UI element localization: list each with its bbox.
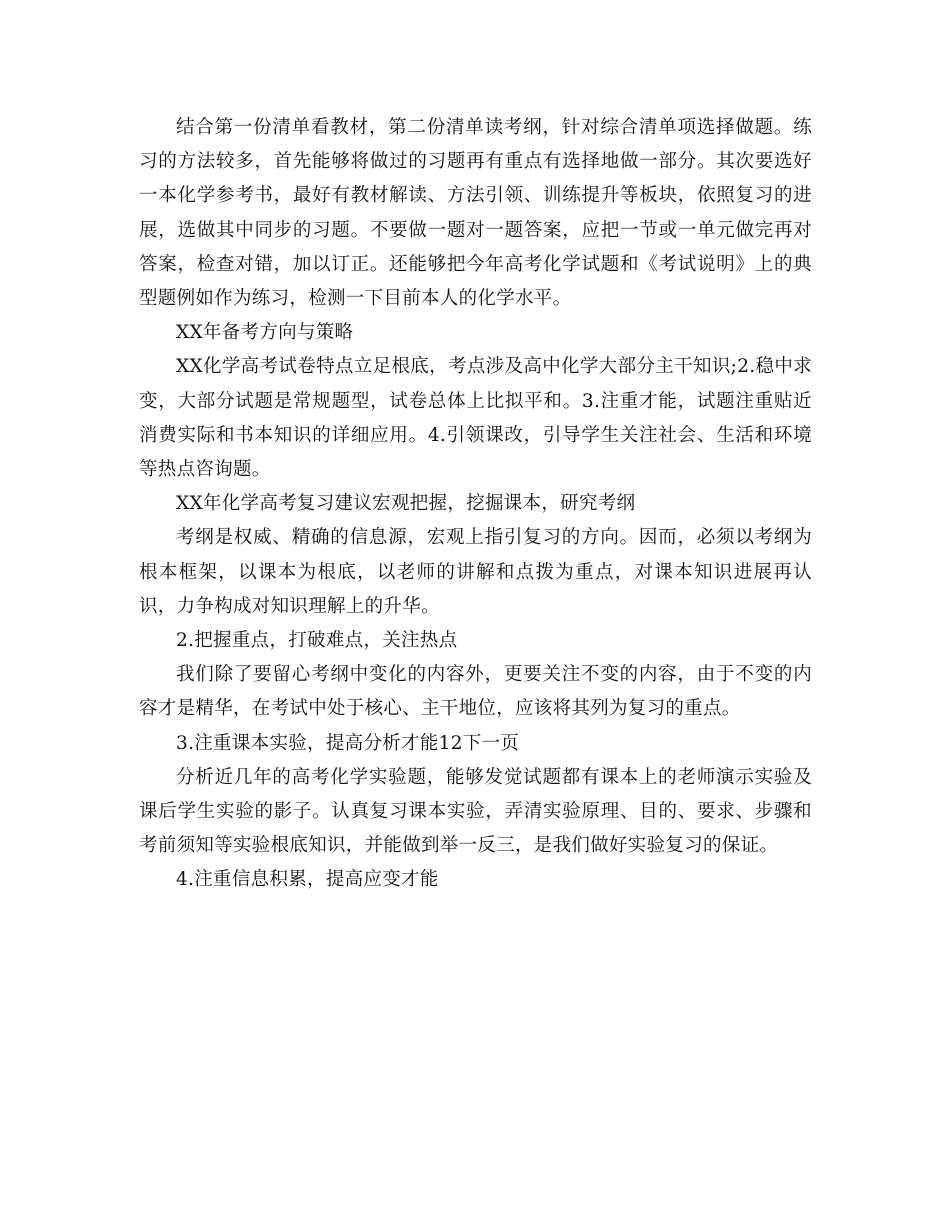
heading-direction-strategy: XX年备考方向与策略 (176, 322, 354, 344)
heading-review-advice: XX年化学高考复习建议宏观把握，挖掘课本，研究考纲 (176, 493, 636, 515)
paragraph-experiment-review: 分析近几年的高考化学实验题，能够发觉试题都有课本上的老师演示实验及课后学生实验的影子。认真复习课本实验，弄清实验原理、目的、要求、步骤和考前须知等实验根底知识，并能做到举一反三，是我们做好实验复习的保证。 (139, 766, 812, 857)
heading-experiments: 3.注重课本实验，提高分析才能12下一页 (176, 732, 520, 754)
document-body (139, 111, 812, 898)
heading-key-points: 2.把握重点，打破难点，关注热点 (176, 630, 458, 652)
paragraph-syllabus-authority: 考纲是权威、精确的信息源，宏观上指引复习的方向。因而，必须以考纲为根本框架，以课本为根底，以老师的讲解和点拨为重点，对课本知识进展再认识，力争构成对知识理解上的升华。 (139, 527, 812, 617)
paragraph-unchanged-content: 我们除了要留心考纲中变化的内容外，更要关注不变的内容，由于不变的内容才是精华，在考试中处于核心、主干地位，应该将其列为复习的重点。 (139, 664, 812, 720)
paragraph-exam-features: XX化学高考试卷特点立足根底，考点涉及高中化学大部分主干知识;2.稳中求变，大部分试题是常规题型，试卷总体上比拟平和。3.注重才能，试题注重贴近消费实际和书本知识的详细应用。4.引领课改，引导学生关注社会、生活和环境等热点咨询题。 (139, 356, 812, 481)
heading-information: 4.注重信息积累，提高应变才能 (176, 869, 439, 891)
paragraph-practice-method: 结合第一份清单看教材，第二份清单读考纲，针对综合清单项选择做题。练习的方法较多，首先能够将做过的习题再有重点有选择地做一部分。其次要选好一本化学参考书，最好有教材解读、方法引领、训练提升等板块，依照复习的进展，选做其中同步的习题。不要做一题对一题答案，应把一节或一单元做完再对答案，检查对错，加以订正。还能够把今年高考化学试题和《考试说明》上的典型题例如作为练习，检测一下目前本人的化学水平。 (139, 117, 812, 310)
